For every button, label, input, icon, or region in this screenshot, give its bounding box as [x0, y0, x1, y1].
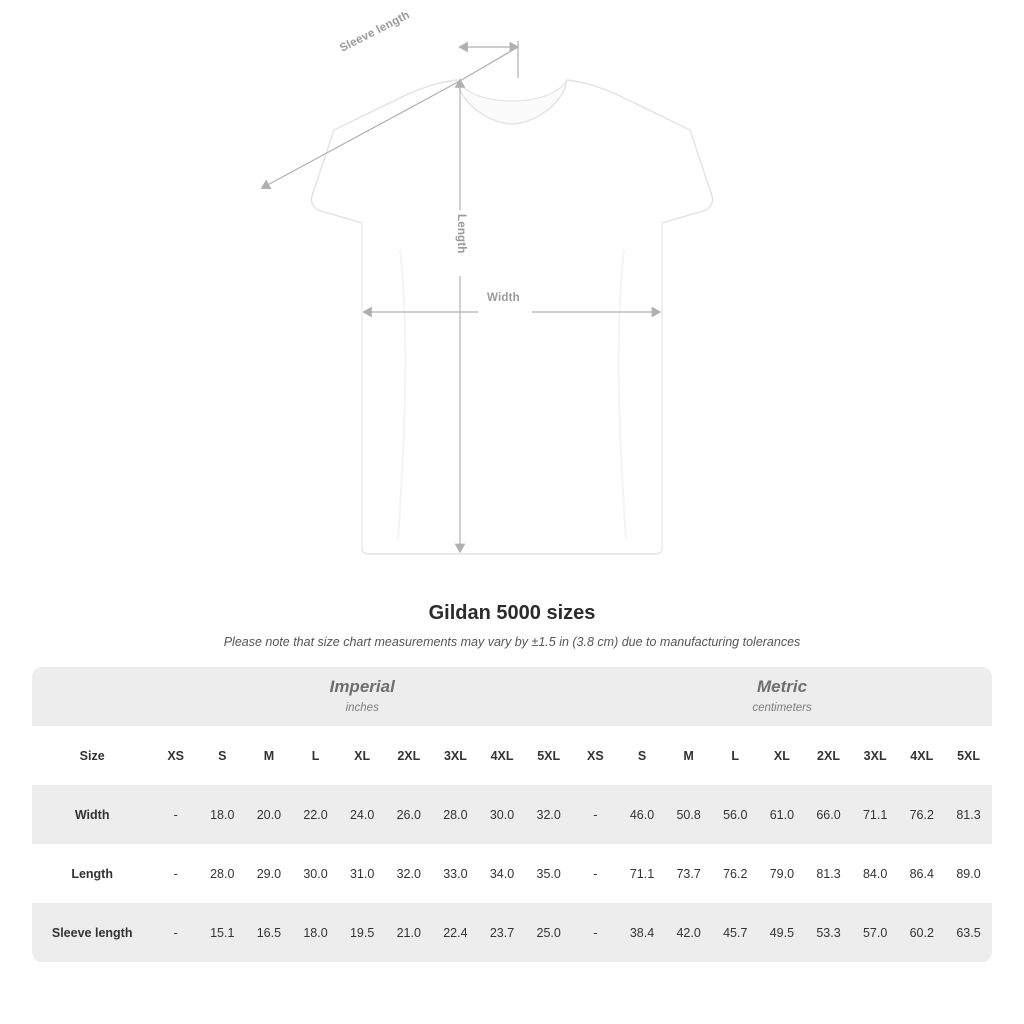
- cell-sleeve-metric-m: 42.0: [665, 903, 712, 962]
- cell-sleeve-metric-xs: -: [572, 903, 619, 962]
- cell-length-imperial-xl: 31.0: [339, 844, 386, 903]
- cell-length-imperial-5xl: 35.0: [525, 844, 572, 903]
- size-header-imperial-2xl: 2XL: [385, 726, 432, 785]
- cell-length-metric-2xl: 81.3: [805, 844, 852, 903]
- row-label-length: Length: [32, 844, 152, 903]
- size-header-imperial-m: M: [246, 726, 293, 785]
- cell-sleeve-metric-xl: 49.5: [759, 903, 806, 962]
- unit-name-imperial: Imperial: [329, 676, 395, 696]
- cell-sleeve-metric-3xl: 57.0: [852, 903, 899, 962]
- size-header-imperial-xs: XS: [152, 726, 199, 785]
- cell-sleeve-imperial-xl: 19.5: [339, 903, 386, 962]
- size-header-metric-s: S: [619, 726, 666, 785]
- cell-length-metric-l: 76.2: [712, 844, 759, 903]
- cell-width-imperial-m: 20.0: [246, 785, 293, 844]
- size-header-metric-l: L: [712, 726, 759, 785]
- unit-sub-metric: centimeters: [752, 701, 812, 714]
- cell-length-imperial-s: 28.0: [199, 844, 246, 903]
- cell-sleeve-metric-l: 45.7: [712, 903, 759, 962]
- size-header-metric-xl: XL: [759, 726, 806, 785]
- unit-header-imperial: [152, 667, 572, 726]
- table-row: [32, 903, 992, 962]
- cell-length-imperial-m: 29.0: [246, 844, 293, 903]
- cell-length-imperial-3xl: 33.0: [432, 844, 479, 903]
- cell-width-imperial-4xl: 30.0: [479, 785, 526, 844]
- cell-width-metric-2xl: 66.0: [805, 785, 852, 844]
- title-block: [0, 602, 1024, 649]
- size-header-metric-5xl: 5XL: [945, 726, 992, 785]
- size-header-imperial-s: S: [199, 726, 246, 785]
- size-header-metric-4xl: 4XL: [898, 726, 945, 785]
- unit-header-metric: [572, 667, 992, 726]
- cell-sleeve-metric-s: 38.4: [619, 903, 666, 962]
- cell-sleeve-imperial-3xl: 22.4: [432, 903, 479, 962]
- size-header-label: Size: [32, 726, 152, 785]
- cell-sleeve-imperial-4xl: 23.7: [479, 903, 526, 962]
- cell-sleeve-imperial-l: 18.0: [292, 903, 339, 962]
- width-label: Width: [483, 292, 524, 304]
- cell-width-imperial-5xl: 32.0: [525, 785, 572, 844]
- cell-length-metric-4xl: 86.4: [898, 844, 945, 903]
- cell-length-imperial-xs: -: [152, 844, 199, 903]
- cell-length-imperial-l: 30.0: [292, 844, 339, 903]
- cell-sleeve-metric-5xl: 63.5: [945, 903, 992, 962]
- size-header-imperial-5xl: 5XL: [525, 726, 572, 785]
- row-label-width: Width: [32, 785, 152, 844]
- cell-sleeve-metric-4xl: 60.2: [898, 903, 945, 962]
- cell-sleeve-imperial-xs: -: [152, 903, 199, 962]
- cell-length-imperial-4xl: 34.0: [479, 844, 526, 903]
- row-label-sleeve-length: Sleeve length: [32, 903, 152, 962]
- size-header-row: [32, 726, 992, 785]
- cell-length-imperial-2xl: 32.0: [385, 844, 432, 903]
- cell-width-imperial-2xl: 26.0: [385, 785, 432, 844]
- cell-sleeve-imperial-5xl: 25.0: [525, 903, 572, 962]
- table-row: [32, 844, 992, 903]
- cell-length-metric-5xl: 89.0: [945, 844, 992, 903]
- size-chart-table: [32, 667, 992, 962]
- unit-header-spacer: [32, 667, 152, 726]
- cell-sleeve-imperial-s: 15.1: [199, 903, 246, 962]
- cell-length-metric-m: 73.7: [665, 844, 712, 903]
- size-header-metric-3xl: 3XL: [852, 726, 899, 785]
- cell-width-imperial-xs: -: [152, 785, 199, 844]
- cell-width-metric-3xl: 71.1: [852, 785, 899, 844]
- cell-width-metric-xl: 61.0: [759, 785, 806, 844]
- size-header-metric-xs: XS: [572, 726, 619, 785]
- size-header-imperial-xl: XL: [339, 726, 386, 785]
- cell-width-imperial-l: 22.0: [292, 785, 339, 844]
- size-header-imperial-l: L: [292, 726, 339, 785]
- cell-width-metric-l: 56.0: [712, 785, 759, 844]
- size-header-metric-2xl: 2XL: [805, 726, 852, 785]
- size-header-imperial-4xl: 4XL: [479, 726, 526, 785]
- cell-sleeve-imperial-m: 16.5: [246, 903, 293, 962]
- unit-sub-imperial: inches: [345, 701, 379, 714]
- cell-length-metric-xs: -: [572, 844, 619, 903]
- size-header-imperial-3xl: 3XL: [432, 726, 479, 785]
- cell-width-metric-4xl: 76.2: [898, 785, 945, 844]
- cell-sleeve-metric-2xl: 53.3: [805, 903, 852, 962]
- unit-header-row: [32, 667, 992, 726]
- length-label: Length: [455, 214, 467, 254]
- cell-width-imperial-xl: 24.0: [339, 785, 386, 844]
- cell-width-metric-xs: -: [572, 785, 619, 844]
- cell-length-metric-3xl: 84.0: [852, 844, 899, 903]
- size-chart-table-wrap: [32, 667, 992, 962]
- cell-width-imperial-s: 18.0: [199, 785, 246, 844]
- cell-width-metric-5xl: 81.3: [945, 785, 992, 844]
- tolerance-note: Please note that size chart measurements may vary by ±1.5 in (3.8 cm) due to manufacturing tolerances: [223, 635, 801, 649]
- sleeve-length-label: Sleeve length: [338, 9, 412, 55]
- cell-length-metric-xl: 79.0: [759, 844, 806, 903]
- cell-length-metric-s: 71.1: [619, 844, 666, 903]
- table-row: [32, 785, 992, 844]
- cell-width-metric-s: 46.0: [619, 785, 666, 844]
- cell-sleeve-imperial-2xl: 21.0: [385, 903, 432, 962]
- cell-width-imperial-3xl: 28.0: [432, 785, 479, 844]
- page-title: Gildan 5000 sizes: [428, 602, 596, 624]
- unit-name-metric: Metric: [756, 676, 808, 696]
- cell-width-metric-m: 50.8: [665, 785, 712, 844]
- size-header-metric-m: M: [665, 726, 712, 785]
